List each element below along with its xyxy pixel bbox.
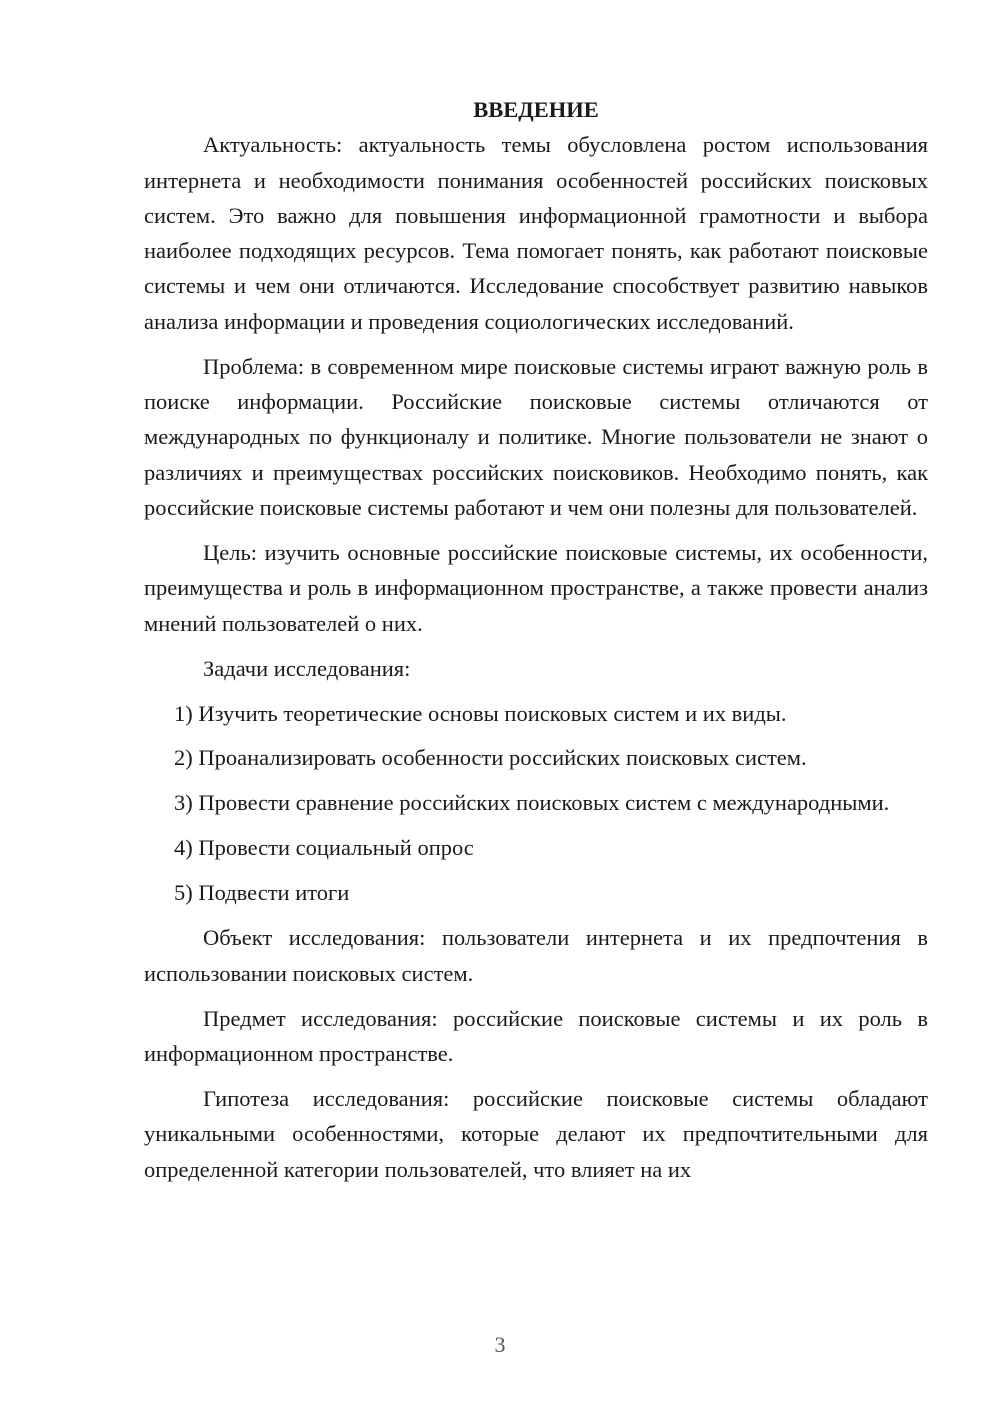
relevance-paragraph: Актуальность: актуальность темы обусловлена ростом использования интернета и необходимости понимания особенностей российских поисковых систем. Это важно для повышения информационной грамотности и выбора наиболее подходящих ресурсов. Тема помогает понять, как работают поисковые системы и чем они отличаются. Исследование способствует развитию навыков анализа информации и проведения социологических исследований. <box>144 132 928 334</box>
task-item: 4) Провести социальный опрос <box>174 835 474 861</box>
page-content <box>144 92 928 1187</box>
tasks-heading: Задачи исследования: <box>203 655 411 681</box>
problem-paragraph: Проблема: в современном мире поисковые системы играют важную роль в поиске информации. Российские поисковые системы отличаются от международных по функционалу и политике. Многие пользователи не знают о различиях и преимуществах российских поисковиков. Необходимо понять, как российские поисковые системы работают и чем они полезны для пользователей. <box>144 353 928 520</box>
goal-paragraph: Цель: изучить основные российские поисковые системы, их особенности, преимущества и роль в информационном пространстве, а также провести анализ мнений пользователей о них. <box>144 539 928 636</box>
task-item: 5) Подвести итоги <box>174 880 350 906</box>
task-item: 2) Проанализировать особенности российских поисковых систем. <box>174 745 807 771</box>
task-item: 1) Изучить теоретические основы поисковых систем и их виды. <box>174 700 787 726</box>
task-item: 3) Провести сравнение российских поисковых систем с международными. <box>174 790 890 816</box>
object-paragraph: Объект исследования: пользователи интернета и их предпочтения в использовании поисковых систем. <box>144 925 928 986</box>
subject-paragraph: Предмет исследования: российские поисковые системы и их роль в информационном пространстве. <box>144 1005 928 1066</box>
section-title: ВВЕДЕНИЕ <box>473 97 599 122</box>
hypothesis-paragraph: Гипотеза исследования: российские поисковые системы обладают уникальными особенностями, которые делают их предпочтительными для определенной категории пользователей, что влияет на их <box>144 1085 928 1182</box>
page-number: 3 <box>494 1332 506 1357</box>
